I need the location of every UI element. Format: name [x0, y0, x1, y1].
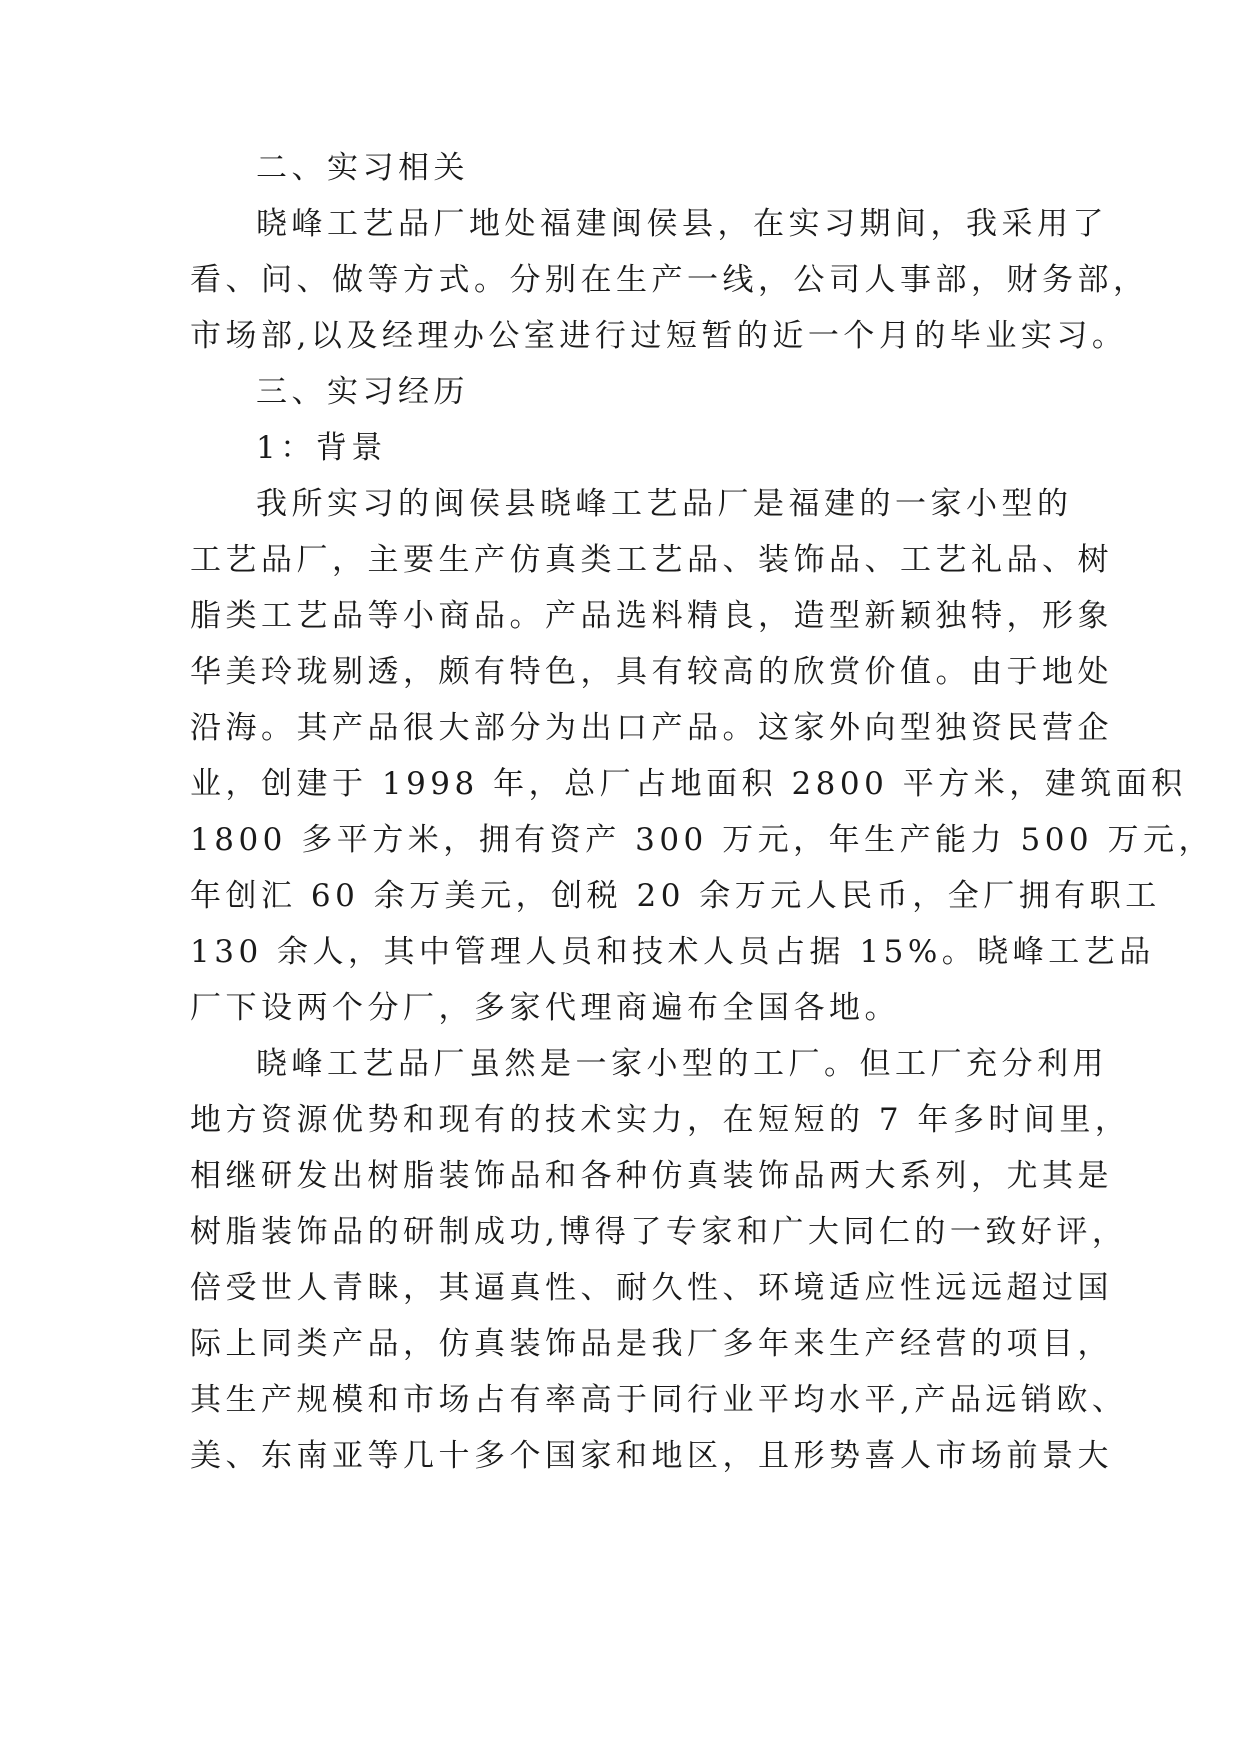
paragraph-line: 树脂装饰品的研制成功,博得了专家和广大同仁的一致好评，: [190, 1214, 1128, 1250]
paragraph-line: 美、东南亚等几十多个国家和地区，且形势喜人市场前景大: [190, 1438, 1113, 1474]
subsection-heading: 1：背景: [256, 430, 387, 466]
paragraph-line: 晓峰工艺品厂虽然是一家小型的工厂。但工厂充分利用: [256, 1046, 1108, 1082]
paragraph-line: 地方资源优势和现有的技术实力，在短短的 7 年多时间里，: [190, 1102, 1131, 1138]
paragraph-line: 晓峰工艺品厂地处福建闽侯县，在实习期间，我采用了: [256, 206, 1108, 242]
paragraph-line: 沿海。其产品很大部分为出口产品。这家外向型独资民营企: [190, 710, 1113, 746]
paragraph-line: 市场部,以及经理办公室进行过短暂的近一个月的毕业实习。: [190, 318, 1128, 354]
paragraph-line: 工艺品厂，主要生产仿真类工艺品、装饰品、工艺礼品、树: [190, 542, 1113, 578]
paragraph-line: 1800 多平方米，拥有资产 300 万元，年生产能力 500 万元，: [190, 822, 1214, 858]
paragraph-line: 相继研发出树脂装饰品和各种仿真装饰品两大系列，尤其是: [190, 1158, 1113, 1194]
paragraph-line: 倍受世人青睐，其逼真性、耐久性、环境适应性远远超过国: [190, 1270, 1113, 1306]
paragraph-line: 130 余人，其中管理人员和技术人员占据 15%。晓峰工艺品: [190, 934, 1155, 970]
paragraph-line: 看、问、做等方式。分别在生产一线，公司人事部，财务部，: [190, 262, 1149, 298]
paragraph-line: 华美玲珑剔透，颇有特色，具有较高的欣赏价值。由于地处: [190, 654, 1113, 690]
section-two-heading: 二、实习相关: [256, 150, 469, 186]
paragraph-line: 其生产规模和市场占有率高于同行业平均水平,产品远销欧、: [190, 1382, 1128, 1418]
section-three-heading: 三、实习经历: [256, 374, 469, 410]
paragraph-line: 脂类工艺品等小商品。产品选料精良，造型新颖独特，形象: [190, 598, 1113, 634]
paragraph-line: 年创汇 60 余万美元，创税 20 余万元人民币，全厂拥有职工: [190, 878, 1161, 914]
paragraph-line: 业，创建于 1998 年，总厂占地面积 2800 平方米，建筑面积: [190, 766, 1187, 802]
paragraph-line: 厂下设两个分厂，多家代理商遍布全国各地。: [190, 990, 900, 1026]
paragraph-line: 我所实习的闽侯县晓峰工艺品厂是福建的一家小型的: [256, 486, 1073, 522]
paragraph-line: 际上同类产品，仿真装饰品是我厂多年来生产经营的项目，: [190, 1326, 1113, 1362]
